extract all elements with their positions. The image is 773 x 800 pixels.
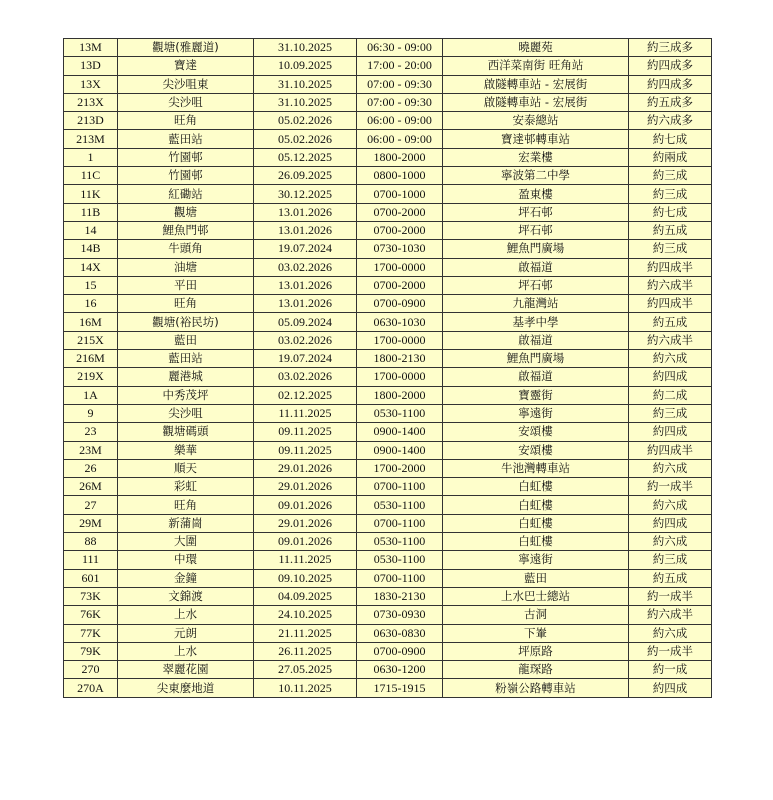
time-range-cell: 1800-2000: [357, 386, 443, 404]
date-cell: 19.07.2024: [254, 240, 357, 258]
time-range-cell: 1800-2000: [357, 148, 443, 166]
load-rate-cell: 約六成: [629, 533, 712, 551]
route-number-cell: 16M: [64, 313, 118, 331]
destination-cell: 古洞: [443, 606, 629, 624]
table-row: [64, 203, 712, 221]
table-row: [64, 423, 712, 441]
route-number-cell: 73K: [64, 587, 118, 605]
table-row: [64, 167, 712, 185]
destination-cell: 上水巴士總站: [443, 587, 629, 605]
date-cell: 29.01.2026: [254, 514, 357, 532]
table-row: [64, 679, 712, 697]
origin-cell: 尖東麼地道: [118, 679, 254, 697]
time-range-cell: 0700-2000: [357, 203, 443, 221]
route-number-cell: 76K: [64, 606, 118, 624]
load-rate-cell: 約三成: [629, 551, 712, 569]
destination-cell: 安頌樓: [443, 423, 629, 441]
table-row: [64, 39, 712, 57]
destination-cell: 白虹樓: [443, 533, 629, 551]
table-row: [64, 112, 712, 130]
origin-cell: 樂華: [118, 441, 254, 459]
time-range-cell: 0630-1200: [357, 661, 443, 679]
load-rate-cell: 約四成多: [629, 75, 712, 93]
time-range-cell: 1830-2130: [357, 587, 443, 605]
load-rate-cell: 約一成半: [629, 587, 712, 605]
load-rate-cell: 約一成半: [629, 478, 712, 496]
date-cell: 09.01.2026: [254, 496, 357, 514]
origin-cell: 紅磡站: [118, 185, 254, 203]
time-range-cell: 1700-0000: [357, 258, 443, 276]
time-range-cell: 06:30 - 09:00: [357, 39, 443, 57]
destination-cell: 寧遠街: [443, 551, 629, 569]
table-row: [64, 130, 712, 148]
table-row: [64, 148, 712, 166]
table-row: [64, 350, 712, 368]
time-range-cell: 1800-2130: [357, 350, 443, 368]
time-range-cell: 0700-2000: [357, 221, 443, 239]
origin-cell: 翠麗花園: [118, 661, 254, 679]
route-number-cell: 1: [64, 148, 118, 166]
origin-cell: 元朗: [118, 624, 254, 642]
origin-cell: 藍田站: [118, 130, 254, 148]
load-rate-cell: 約七成: [629, 203, 712, 221]
table-row: [64, 221, 712, 239]
load-rate-cell: 約六成半: [629, 331, 712, 349]
load-rate-cell: 約二成: [629, 386, 712, 404]
date-cell: 02.12.2025: [254, 386, 357, 404]
time-range-cell: 0700-0900: [357, 642, 443, 660]
load-rate-cell: 約一成半: [629, 642, 712, 660]
route-number-cell: 216M: [64, 350, 118, 368]
origin-cell: 尖沙咀: [118, 404, 254, 422]
date-cell: 26.09.2025: [254, 167, 357, 185]
time-range-cell: 1715-1915: [357, 679, 443, 697]
load-rate-cell: 約六成: [629, 624, 712, 642]
destination-cell: 坪石邨: [443, 203, 629, 221]
load-rate-cell: 約三成: [629, 240, 712, 258]
route-number-cell: 26M: [64, 478, 118, 496]
date-cell: 30.12.2025: [254, 185, 357, 203]
date-cell: 09.01.2026: [254, 533, 357, 551]
load-rate-cell: 約五成: [629, 569, 712, 587]
date-cell: 29.01.2026: [254, 459, 357, 477]
origin-cell: 彩虹: [118, 478, 254, 496]
load-rate-cell: 約六成: [629, 459, 712, 477]
time-range-cell: 0730-1030: [357, 240, 443, 258]
origin-cell: 竹園邨: [118, 148, 254, 166]
route-number-cell: 213D: [64, 112, 118, 130]
load-rate-cell: 約四成半: [629, 295, 712, 313]
date-cell: 05.02.2026: [254, 112, 357, 130]
date-cell: 03.02.2026: [254, 258, 357, 276]
destination-cell: 白虹樓: [443, 514, 629, 532]
time-range-cell: 0800-1000: [357, 167, 443, 185]
origin-cell: 油塘: [118, 258, 254, 276]
date-cell: 21.11.2025: [254, 624, 357, 642]
route-number-cell: 270: [64, 661, 118, 679]
origin-cell: 鯉魚門邨: [118, 221, 254, 239]
origin-cell: 平田: [118, 276, 254, 294]
table-row: [64, 642, 712, 660]
origin-cell: 觀塘: [118, 203, 254, 221]
destination-cell: 基孝中學: [443, 313, 629, 331]
origin-cell: 藍田: [118, 331, 254, 349]
table-row: [64, 386, 712, 404]
load-rate-cell: 約兩成: [629, 148, 712, 166]
destination-cell: 白虹樓: [443, 478, 629, 496]
time-range-cell: 0700-2000: [357, 276, 443, 294]
table-row: [64, 240, 712, 258]
destination-cell: 曉麗苑: [443, 39, 629, 57]
table-row: [64, 276, 712, 294]
destination-cell: 啟福道: [443, 331, 629, 349]
destination-cell: 白虹樓: [443, 496, 629, 514]
route-number-cell: 26: [64, 459, 118, 477]
table-row: [64, 569, 712, 587]
load-rate-cell: 約四成半: [629, 441, 712, 459]
origin-cell: 順天: [118, 459, 254, 477]
date-cell: 09.11.2025: [254, 441, 357, 459]
time-range-cell: 1700-0000: [357, 331, 443, 349]
time-range-cell: 0530-1100: [357, 496, 443, 514]
route-number-cell: 11B: [64, 203, 118, 221]
destination-cell: 啟福道: [443, 368, 629, 386]
destination-cell: 坪石邨: [443, 221, 629, 239]
date-cell: 24.10.2025: [254, 606, 357, 624]
table-row: [64, 459, 712, 477]
date-cell: 11.11.2025: [254, 404, 357, 422]
origin-cell: 觀塘(雅麗道): [118, 39, 254, 57]
time-range-cell: 06:00 - 09:00: [357, 112, 443, 130]
table-row: [64, 404, 712, 422]
origin-cell: 尖沙咀東: [118, 75, 254, 93]
route-number-cell: 219X: [64, 368, 118, 386]
time-range-cell: 17:00 - 20:00: [357, 57, 443, 75]
load-rate-cell: 約三成: [629, 404, 712, 422]
load-rate-cell: 約五成: [629, 221, 712, 239]
time-range-cell: 0700-1000: [357, 185, 443, 203]
route-number-cell: 270A: [64, 679, 118, 697]
origin-cell: 文錦渡: [118, 587, 254, 605]
route-number-cell: 213X: [64, 93, 118, 111]
route-number-cell: 14: [64, 221, 118, 239]
destination-cell: 龍琛路: [443, 661, 629, 679]
destination-cell: 鯉魚門廣場: [443, 350, 629, 368]
table-row: [64, 496, 712, 514]
date-cell: 13.01.2026: [254, 295, 357, 313]
date-cell: 10.09.2025: [254, 57, 357, 75]
load-rate-cell: 約六成半: [629, 606, 712, 624]
date-cell: 13.01.2026: [254, 221, 357, 239]
destination-cell: 安泰總站: [443, 112, 629, 130]
time-range-cell: 0700-0900: [357, 295, 443, 313]
route-number-cell: 111: [64, 551, 118, 569]
time-range-cell: 0530-1100: [357, 551, 443, 569]
route-number-cell: 11C: [64, 167, 118, 185]
destination-cell: 安頌樓: [443, 441, 629, 459]
time-range-cell: 0900-1400: [357, 441, 443, 459]
origin-cell: 寶達: [118, 57, 254, 75]
time-range-cell: 0700-1100: [357, 514, 443, 532]
load-rate-cell: 約三成: [629, 167, 712, 185]
table-row: [64, 331, 712, 349]
load-rate-cell: 約一成: [629, 661, 712, 679]
date-cell: 31.10.2025: [254, 75, 357, 93]
route-number-cell: 23M: [64, 441, 118, 459]
load-rate-cell: 約三成: [629, 185, 712, 203]
origin-cell: 竹園邨: [118, 167, 254, 185]
origin-cell: 上水: [118, 642, 254, 660]
table-row: [64, 75, 712, 93]
table-row: [64, 624, 712, 642]
destination-cell: 啟隧轉車站 - 宏展街: [443, 75, 629, 93]
load-rate-cell: 約三成多: [629, 39, 712, 57]
origin-cell: 大圍: [118, 533, 254, 551]
destination-cell: 盈東樓: [443, 185, 629, 203]
bus-route-loading-table-sheet: [63, 38, 711, 698]
table-row: [64, 514, 712, 532]
table-row: [64, 295, 712, 313]
route-number-cell: 29M: [64, 514, 118, 532]
destination-cell: 宏業樓: [443, 148, 629, 166]
destination-cell: 寧遠街: [443, 404, 629, 422]
date-cell: 03.02.2026: [254, 331, 357, 349]
origin-cell: 中環: [118, 551, 254, 569]
time-range-cell: 07:00 - 09:30: [357, 93, 443, 111]
date-cell: 26.11.2025: [254, 642, 357, 660]
route-number-cell: 79K: [64, 642, 118, 660]
date-cell: 05.02.2026: [254, 130, 357, 148]
route-number-cell: 213M: [64, 130, 118, 148]
route-number-cell: 15: [64, 276, 118, 294]
route-number-cell: 14B: [64, 240, 118, 258]
table-row: [64, 606, 712, 624]
route-number-cell: 14X: [64, 258, 118, 276]
route-number-cell: 13D: [64, 57, 118, 75]
destination-cell: 寧波第二中學: [443, 167, 629, 185]
load-rate-cell: 約四成: [629, 514, 712, 532]
destination-cell: 啟福道: [443, 258, 629, 276]
table-row: [64, 441, 712, 459]
date-cell: 11.11.2025: [254, 551, 357, 569]
date-cell: 13.01.2026: [254, 203, 357, 221]
route-number-cell: 27: [64, 496, 118, 514]
table-row: [64, 93, 712, 111]
time-range-cell: 0730-0930: [357, 606, 443, 624]
route-number-cell: 9: [64, 404, 118, 422]
load-rate-cell: 約四成多: [629, 57, 712, 75]
route-number-cell: 13X: [64, 75, 118, 93]
table-body: [64, 39, 712, 698]
date-cell: 19.07.2024: [254, 350, 357, 368]
load-rate-cell: 約六成半: [629, 276, 712, 294]
destination-cell: 藍田: [443, 569, 629, 587]
table-row: [64, 313, 712, 331]
time-range-cell: 0700-1100: [357, 569, 443, 587]
route-number-cell: 1A: [64, 386, 118, 404]
time-range-cell: 0900-1400: [357, 423, 443, 441]
date-cell: 05.09.2024: [254, 313, 357, 331]
date-cell: 05.12.2025: [254, 148, 357, 166]
destination-cell: 西洋菜南街 旺角站: [443, 57, 629, 75]
load-rate-cell: 約六成: [629, 350, 712, 368]
time-range-cell: 0630-1030: [357, 313, 443, 331]
table-row: [64, 587, 712, 605]
destination-cell: 坪石邨: [443, 276, 629, 294]
time-range-cell: 1700-0000: [357, 368, 443, 386]
load-rate-cell: 約四成: [629, 679, 712, 697]
date-cell: 09.11.2025: [254, 423, 357, 441]
load-rate-cell: 約七成: [629, 130, 712, 148]
date-cell: 13.01.2026: [254, 276, 357, 294]
date-cell: 03.02.2026: [254, 368, 357, 386]
time-range-cell: 0530-1100: [357, 404, 443, 422]
origin-cell: 觀塘(裕民坊): [118, 313, 254, 331]
date-cell: 29.01.2026: [254, 478, 357, 496]
origin-cell: 旺角: [118, 496, 254, 514]
date-cell: 31.10.2025: [254, 93, 357, 111]
bus-route-loading-table: [63, 38, 712, 698]
table-row: [64, 185, 712, 203]
date-cell: 04.09.2025: [254, 587, 357, 605]
destination-cell: 粉嶺公路轉車站: [443, 679, 629, 697]
destination-cell: 啟隧轉車站 - 宏展街: [443, 93, 629, 111]
date-cell: 27.05.2025: [254, 661, 357, 679]
destination-cell: 牛池灣轉車站: [443, 459, 629, 477]
table-row: [64, 258, 712, 276]
origin-cell: 觀塘碼頭: [118, 423, 254, 441]
time-range-cell: 07:00 - 09:30: [357, 75, 443, 93]
route-number-cell: 23: [64, 423, 118, 441]
date-cell: 10.11.2025: [254, 679, 357, 697]
load-rate-cell: 約五成: [629, 313, 712, 331]
origin-cell: 旺角: [118, 112, 254, 130]
load-rate-cell: 約六成多: [629, 112, 712, 130]
table-row: [64, 551, 712, 569]
table-row: [64, 368, 712, 386]
destination-cell: 寶靈街: [443, 386, 629, 404]
load-rate-cell: 約四成: [629, 423, 712, 441]
time-range-cell: 0630-0830: [357, 624, 443, 642]
table-row: [64, 478, 712, 496]
origin-cell: 麗港城: [118, 368, 254, 386]
route-number-cell: 601: [64, 569, 118, 587]
destination-cell: 寶達邨轉車站: [443, 130, 629, 148]
time-range-cell: 0530-1100: [357, 533, 443, 551]
load-rate-cell: 約四成半: [629, 258, 712, 276]
route-number-cell: 215X: [64, 331, 118, 349]
time-range-cell: 06:00 - 09:00: [357, 130, 443, 148]
route-number-cell: 11K: [64, 185, 118, 203]
origin-cell: 新蒲崗: [118, 514, 254, 532]
table-row: [64, 661, 712, 679]
destination-cell: 鯉魚門廣場: [443, 240, 629, 258]
origin-cell: 旺角: [118, 295, 254, 313]
load-rate-cell: 約六成: [629, 496, 712, 514]
route-number-cell: 16: [64, 295, 118, 313]
load-rate-cell: 約五成多: [629, 93, 712, 111]
origin-cell: 藍田站: [118, 350, 254, 368]
origin-cell: 金鐘: [118, 569, 254, 587]
origin-cell: 上水: [118, 606, 254, 624]
date-cell: 31.10.2025: [254, 39, 357, 57]
route-number-cell: 13M: [64, 39, 118, 57]
route-number-cell: 88: [64, 533, 118, 551]
table-row: [64, 533, 712, 551]
route-number-cell: 77K: [64, 624, 118, 642]
destination-cell: 坪原路: [443, 642, 629, 660]
table-row: [64, 57, 712, 75]
origin-cell: 尖沙咀: [118, 93, 254, 111]
origin-cell: 中秀茂坪: [118, 386, 254, 404]
destination-cell: 下輋: [443, 624, 629, 642]
destination-cell: 九龍灣站: [443, 295, 629, 313]
time-range-cell: 1700-2000: [357, 459, 443, 477]
load-rate-cell: 約四成: [629, 368, 712, 386]
origin-cell: 牛頭角: [118, 240, 254, 258]
time-range-cell: 0700-1100: [357, 478, 443, 496]
date-cell: 09.10.2025: [254, 569, 357, 587]
